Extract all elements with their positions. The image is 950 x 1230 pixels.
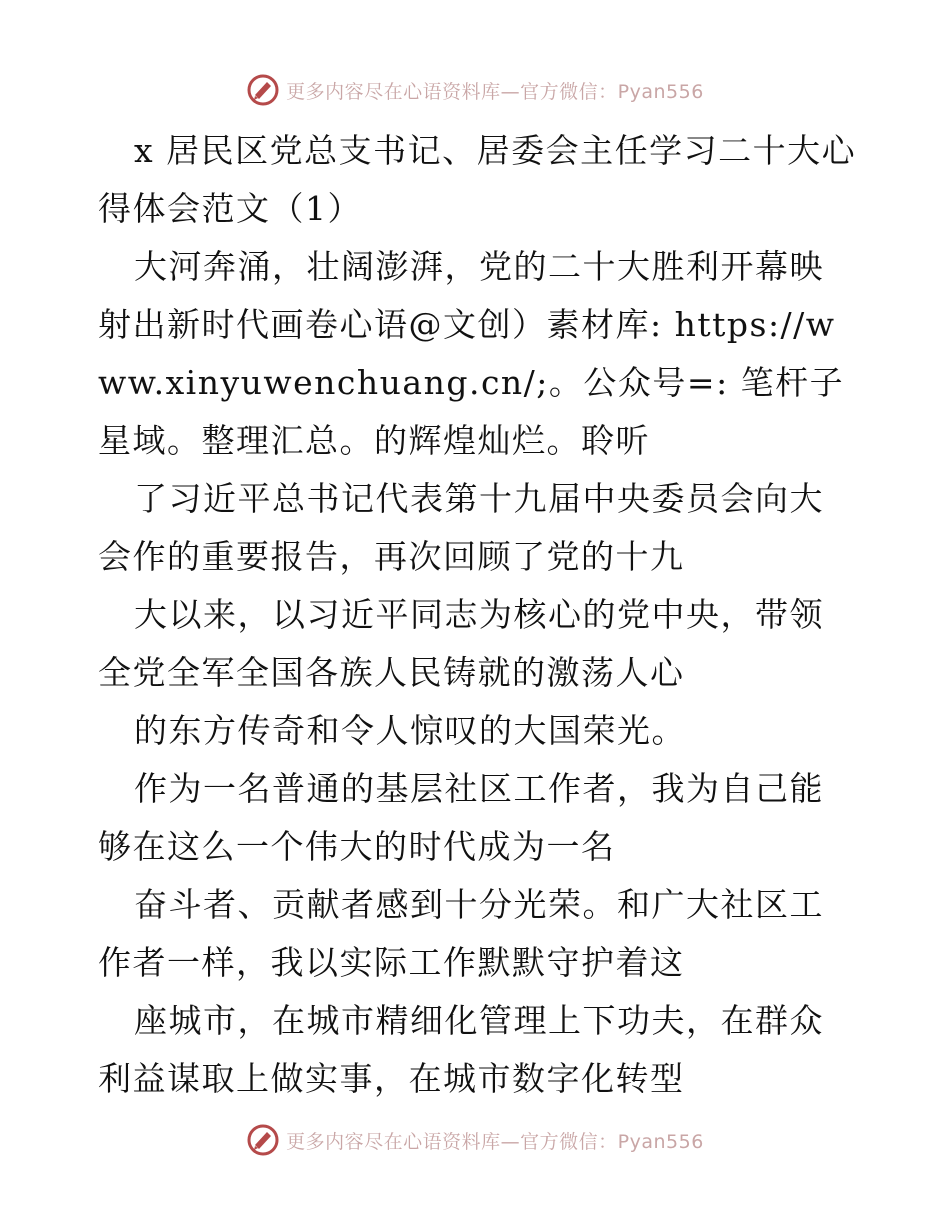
paragraph: 奋斗者、贡献者感到十分光荣。和广大社区工作者一样，我以实际工作默默守护着这 <box>98 885 824 982</box>
brand-logo-icon <box>246 73 280 107</box>
brand-logo-icon <box>246 1123 280 1157</box>
header-banner-text: 更多内容尽在心语资料库—官方微信：Pyan556 <box>286 80 704 103</box>
paragraph: 大河奔涌，壮阔澎湃，党的二十大胜利开幕映射出新时代画卷心语@文创）素材库: https://www.xinyuwenchuang.cn/;。公众号=: 笔杆子星域。整理汇总。的辉煌灿烂。聆听 <box>98 247 845 460</box>
paragraph: 大以来，以习近平同志为核心的党中央，带领全党全军全国各族人民铸就的激荡人心 <box>98 595 824 692</box>
footer-watermark <box>0 1120 950 1160</box>
paragraph: 座城市，在城市精细化管理上下功夫，在群众利益谋取上做实事，在城市数字化转型 <box>98 1001 824 1098</box>
header-watermark <box>0 70 950 110</box>
document-body <box>98 122 858 1108</box>
document-title: x 居民区党总支书记、居委会主任学习二十大心得体会范文（1） <box>98 131 857 228</box>
paragraph: 作为一名普通的基层社区工作者，我为自己能够在这么一个伟大的时代成为一名 <box>98 769 824 866</box>
paragraph: 了习近平总书记代表第十九届中央委员会向大会作的重要报告，再次回顾了党的十九 <box>98 479 824 576</box>
footer-banner-text: 更多内容尽在心语资料库—官方微信：Pyan556 <box>286 1130 704 1153</box>
paragraph: 的东方传奇和令人惊叹的大国荣光。 <box>134 711 686 750</box>
